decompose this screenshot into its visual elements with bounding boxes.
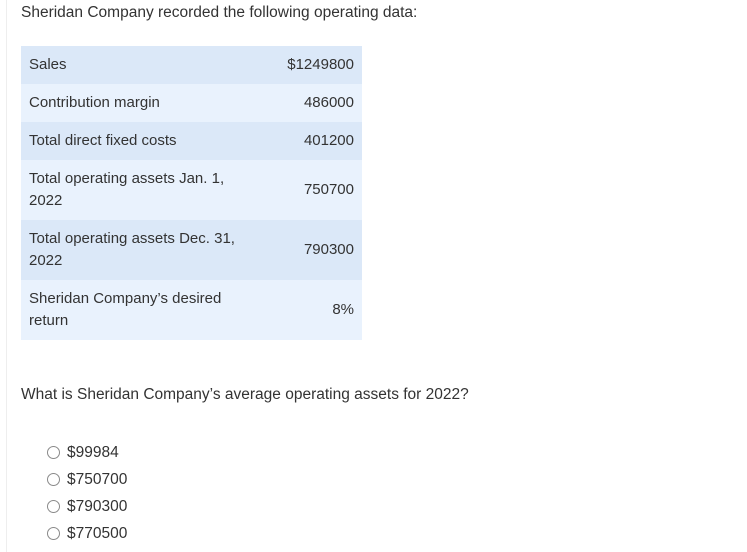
option-label: $99984 — [67, 443, 119, 461]
answer-options — [47, 439, 127, 547]
row-label: Sales — [21, 46, 263, 84]
row-value: 790300 — [263, 220, 362, 280]
radio-button[interactable] — [47, 527, 60, 540]
answer-option[interactable] — [47, 439, 127, 466]
row-value: 8% — [263, 280, 362, 340]
row-label: Total direct fixed costs — [21, 122, 263, 160]
question-text: What is Sheridan Company’s average operating assets for 2022? — [21, 386, 469, 403]
row-label: Contribution margin — [21, 84, 263, 122]
option-label: $790300 — [67, 497, 128, 515]
question-page — [6, 0, 747, 552]
table-row — [21, 84, 362, 122]
row-label: Total operating assets Dec. 31, 2022 — [21, 220, 263, 280]
row-label: Total operating assets Jan. 1, 2022 — [21, 160, 263, 220]
answer-option[interactable] — [47, 520, 127, 547]
operating-data-table — [21, 46, 362, 340]
row-value: 486000 — [263, 84, 362, 122]
row-value: 750700 — [263, 160, 362, 220]
table-row — [21, 220, 362, 280]
radio-button[interactable] — [47, 446, 60, 459]
row-value: 401200 — [263, 122, 362, 160]
row-label: Sheridan Company’s desired return — [21, 280, 263, 340]
table-row — [21, 160, 362, 220]
table-row — [21, 122, 362, 160]
radio-button[interactable] — [47, 500, 60, 513]
intro-text: Sheridan Company recorded the following operating data: — [21, 4, 418, 21]
answer-option[interactable] — [47, 493, 127, 520]
table-row — [21, 46, 362, 84]
option-label: $750700 — [67, 470, 128, 488]
radio-button[interactable] — [47, 473, 60, 486]
table-row — [21, 280, 362, 340]
answer-option[interactable] — [47, 466, 127, 493]
row-value: $1249800 — [263, 46, 362, 84]
option-label: $770500 — [67, 524, 128, 542]
